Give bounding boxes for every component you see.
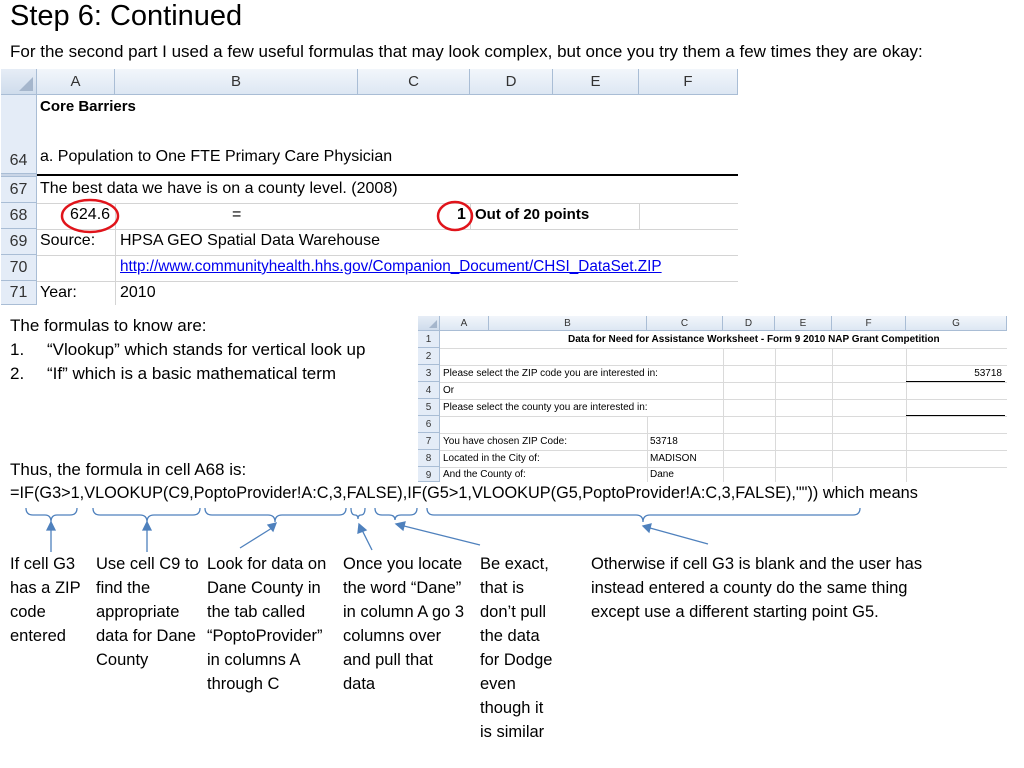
note-line: in column A go 3 (343, 603, 465, 621)
note-line: in columns A (207, 651, 301, 669)
note-line: don’t pull (480, 603, 547, 621)
row-header-69[interactable]: 69 (1, 229, 37, 255)
cell-or[interactable]: Or (443, 385, 455, 396)
bracket-g3-condition (26, 508, 77, 522)
column-header-d[interactable]: D (470, 69, 553, 95)
slide-title: Step 6: Continued (10, 0, 243, 32)
row-header-71[interactable]: 71 (1, 281, 37, 305)
note-line: except use a different starting point G5. (591, 603, 879, 621)
row-header-8[interactable]: 8 (418, 450, 440, 467)
column-header-f[interactable]: F (639, 69, 738, 95)
cell-link[interactable]: http://www.communityhealth.hhs.gov/Companion_Document/CHSI_DataSet.ZIP (120, 258, 662, 275)
cell-source-value[interactable]: HPSA GEO Spatial Data Warehouse (120, 232, 380, 249)
list-item-vlookup: “Vlookup” which stands for vertical look up (47, 340, 366, 359)
column-header-c[interactable]: C (647, 316, 723, 331)
note-line: is similar (480, 723, 545, 741)
bracket-false (375, 508, 417, 520)
arrow-head (47, 522, 55, 530)
cell-county-prompt[interactable]: Please select the county you are interested in: (443, 402, 648, 413)
row-header-6[interactable]: 6 (418, 416, 440, 433)
row-header-2[interactable]: 2 (418, 348, 440, 365)
formula-intro: Thus, the formula in cell A68 is: (10, 460, 247, 479)
note-once-you-locate (343, 552, 464, 696)
note-line: code (10, 603, 46, 621)
formulas-heading: The formulas to know are: (10, 316, 207, 335)
slide-subtitle: For the second part I used a few useful formulas that may look complex, but once you try them a few times they are okay: (10, 42, 923, 61)
cell-city-value[interactable]: MADISON (650, 453, 697, 464)
row-header-70[interactable]: 70 (1, 255, 37, 281)
column-header-a[interactable]: A (440, 316, 489, 331)
note-line: data for Dane (96, 627, 196, 645)
arrow-head (396, 522, 405, 530)
cell-c68-value[interactable]: 1 (457, 206, 466, 223)
note-line: County (96, 651, 149, 669)
arrow-line (650, 528, 708, 544)
note-line: columns over (343, 627, 442, 645)
cell-county-label[interactable]: And the County of: (443, 469, 526, 480)
note-otherwise-g5 (591, 552, 922, 624)
sheet-heading[interactable]: Data for Need for Assistance Worksheet - Form 9 2010 NAP Grant Competition (568, 334, 940, 345)
cell-chosen-zip-value[interactable]: 53718 (650, 436, 678, 447)
cell-zip-input[interactable]: 53718 (974, 368, 1002, 379)
arrow-head (143, 522, 151, 530)
row-header-67[interactable]: 67 (1, 177, 37, 203)
note-line: Once you locate (343, 555, 463, 573)
note-line: and pull that (343, 651, 433, 669)
cell-county-value[interactable]: Dane (650, 469, 674, 480)
bracket-second-if (427, 508, 860, 522)
note-line: If cell G3 (10, 555, 76, 573)
bracket-vlookup-c9 (93, 508, 200, 522)
cell-points[interactable]: Out of 20 points (475, 206, 590, 223)
note-line: though it (480, 699, 544, 717)
cell-year-label[interactable]: Year: (40, 284, 77, 301)
cell-a68-value[interactable]: 624.6 (70, 206, 111, 223)
column-header-f[interactable]: F (832, 316, 906, 331)
row-header-9[interactable]: 9 (418, 467, 440, 482)
note-line: has a ZIP (10, 579, 81, 597)
note-line: data (343, 675, 376, 693)
note-line: Use cell C9 to (96, 555, 199, 573)
note-line: the word “Dane” (343, 579, 462, 597)
note-line: “PoptoProvider” (207, 627, 323, 645)
cell-chosen-zip-label[interactable]: You have chosen ZIP Code: (443, 436, 567, 447)
column-header-b[interactable]: B (115, 69, 358, 95)
list-number-1: 1. (10, 340, 25, 359)
note-look-for-data (207, 552, 326, 696)
cell-equals[interactable]: = (232, 206, 242, 223)
note-be-exact (480, 552, 552, 744)
note-line: the data (480, 627, 540, 645)
row-header-3[interactable]: 3 (418, 365, 440, 382)
column-header-e[interactable]: E (775, 316, 832, 331)
arrow-line (240, 528, 272, 548)
row-header-64[interactable]: 64 (1, 95, 37, 174)
arrow-head (358, 524, 366, 533)
row-header-7[interactable]: 7 (418, 433, 440, 450)
column-header-e[interactable]: E (553, 69, 639, 95)
note-line: even (480, 675, 516, 693)
note-use-c9 (96, 552, 199, 672)
bracket-column-3 (351, 508, 365, 519)
column-header-d[interactable]: D (723, 316, 775, 331)
column-header-g[interactable]: G (906, 316, 1007, 331)
cell-year-value[interactable]: 2010 (120, 284, 156, 301)
row-header-4[interactable]: 4 (418, 382, 440, 399)
cell-best-data[interactable]: The best data we have is on a county level. (2008) (40, 180, 398, 197)
cell-city-label[interactable]: Located in the City of: (443, 453, 540, 464)
cell-core-barriers[interactable]: Core Barriers (40, 98, 136, 115)
list-number-2: 2. (10, 364, 25, 383)
note-line: Look for data on (207, 555, 327, 573)
list-item-if: “If” which is a basic mathematical term (47, 364, 337, 383)
column-header-b[interactable]: B (489, 316, 647, 331)
row-header-1[interactable]: 1 (418, 331, 440, 348)
note-line: through C (207, 675, 280, 693)
note-line: the tab called (207, 603, 306, 621)
note-line: entered (10, 627, 66, 645)
arrow-line (404, 526, 480, 545)
note-line: instead entered a county do the same thing (591, 579, 908, 597)
note-if-g3 (10, 552, 81, 648)
cell-zip-prompt[interactable]: Please select the ZIP code you are interested in: (443, 368, 658, 379)
column-header-a[interactable]: A (37, 69, 115, 95)
row-header-68[interactable]: 68 (1, 203, 37, 229)
column-header-c[interactable]: C (358, 69, 470, 95)
note-line: find the (96, 579, 151, 597)
row-header-5[interactable]: 5 (418, 399, 440, 416)
bracket-poptoprovider-range (205, 508, 346, 522)
cell-population-label[interactable]: a. Population to One FTE Primary Care Physician (40, 148, 393, 165)
formula-text: =IF(G3>1,VLOOKUP(C9,PoptoProvider!A:C,3,FALSE),IF(G5>1,VLOOKUP(G5,PoptoProvider!A:C,3,FALSE),"")) which means (10, 484, 918, 502)
note-line: for Dodge (480, 651, 553, 669)
note-line: Be exact, (480, 555, 549, 573)
note-line: appropriate (96, 603, 180, 621)
arrow-head (643, 524, 651, 532)
note-line: Otherwise if cell G3 is blank and the user has (591, 555, 923, 573)
cell-source-label[interactable]: Source: (40, 232, 96, 249)
arrow-line (362, 530, 372, 550)
note-line: Dane County in (207, 579, 321, 597)
note-line: that is (480, 579, 525, 597)
